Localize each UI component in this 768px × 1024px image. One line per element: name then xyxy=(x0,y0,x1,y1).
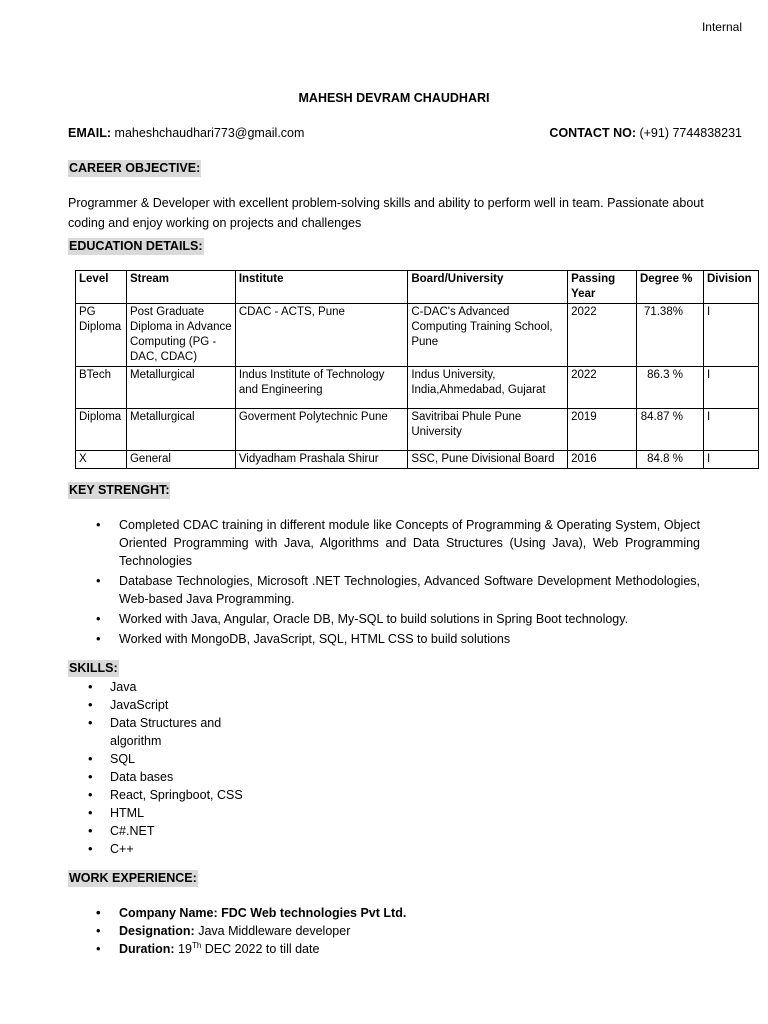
contact-value: (+91) 7744838231 xyxy=(639,126,742,140)
table-cell: 86.3 % xyxy=(636,367,703,409)
col-header: Level xyxy=(76,271,127,304)
list-item: • C++ xyxy=(88,840,288,858)
col-header: Board/University xyxy=(408,271,568,304)
education-heading: EDUCATION DETAILS: xyxy=(69,239,203,253)
table-cell: 84.87 % xyxy=(636,409,703,451)
list-item: • SQL xyxy=(88,750,288,768)
career-objective-text: Programmer & Developer with excellent problem-solving skills and ability to perform well in team. Passionate about coding and enjoy working on projects and challenges xyxy=(68,196,704,230)
table-cell: Indus University, India,Ahmedabad, Gujarat xyxy=(408,367,568,409)
table-cell: C-DAC's Advanced Computing Training School, Pune xyxy=(408,304,568,367)
table-cell: PG Diploma xyxy=(76,304,127,367)
education-table-header xyxy=(76,271,759,304)
list-item: • JavaScript xyxy=(88,696,288,714)
col-header: Division xyxy=(703,271,758,304)
table-cell: I xyxy=(703,409,758,451)
table-cell: 84.8 % xyxy=(636,451,703,469)
candidate-name: MAHESH DEVRAM CHAUDHARI xyxy=(298,91,490,105)
table-cell: Savitribai Phule Pune University xyxy=(408,409,568,451)
designation-label: Designation: xyxy=(119,924,195,938)
designation-item xyxy=(98,922,598,940)
table-cell: 2022 xyxy=(568,304,637,367)
table-cell: General xyxy=(126,451,235,469)
list-item: • HTML xyxy=(88,804,288,822)
email-label: EMAIL: xyxy=(68,126,112,140)
duration-suffix: Th xyxy=(191,940,202,950)
list-item: • Data bases xyxy=(88,768,288,786)
table-cell: Vidyadham Prashala Shirur xyxy=(235,451,408,469)
duration-day: 19 xyxy=(178,942,192,956)
table-row xyxy=(76,451,759,469)
list-item: • React, Springboot, CSS xyxy=(88,786,288,804)
duration-label: Duration: xyxy=(119,942,175,956)
table-cell: I xyxy=(703,304,758,367)
work-experience-heading: WORK EXPERIENCE: xyxy=(69,871,197,885)
table-row xyxy=(76,367,759,409)
education-table xyxy=(75,270,759,469)
work-experience-list xyxy=(98,904,598,958)
key-strengths-heading: KEY STRENGHT: xyxy=(69,483,170,497)
table-cell: Diploma xyxy=(76,409,127,451)
col-header: Institute xyxy=(235,271,408,304)
table-cell: I xyxy=(703,451,758,469)
list-item: • Database Technologies, Microsoft .NET Technologies, Advanced Software Development Methodologies, Web-based Java Programming. xyxy=(98,572,700,608)
list-item: • Data Structures and algorithm xyxy=(88,714,228,750)
table-cell: 2019 xyxy=(568,409,637,451)
contact-label: CONTACT NO: xyxy=(549,126,636,140)
skills-heading: SKILLS: xyxy=(69,661,118,675)
col-header: Passing Year xyxy=(568,271,637,304)
table-cell: X xyxy=(76,451,127,469)
company-item: • Company Name: FDC Web technologies Pvt Ltd. xyxy=(98,904,598,922)
table-cell: I xyxy=(703,367,758,409)
table-cell: Metallurgical xyxy=(126,409,235,451)
table-cell: Goverment Polytechnic Pune xyxy=(235,409,408,451)
contact-line xyxy=(549,126,742,140)
key-strengths-list xyxy=(98,516,700,650)
table-cell: SSC, Pune Divisional Board xyxy=(408,451,568,469)
table-cell: 71.38% xyxy=(636,304,703,367)
table-cell: Metallurgical xyxy=(126,367,235,409)
table-cell: Post Graduate Diploma in Advance Computing (PG - DAC, CDAC) xyxy=(126,304,235,367)
list-item: • Completed CDAC training in different module like Concepts of Programming & Operating System, Object Oriented Programming with Java, Algorithms and Data Structures (Using Java), Web Programming Technologies xyxy=(98,516,700,570)
col-header: Degree % xyxy=(636,271,703,304)
table-cell: BTech xyxy=(76,367,127,409)
list-item: • Java xyxy=(88,678,288,696)
list-item: • C#.NET xyxy=(88,822,288,840)
list-item: • Worked with Java, Angular, Oracle DB, My-SQL to build solutions in Spring Boot technology. xyxy=(98,610,700,628)
skills-list xyxy=(88,678,288,858)
col-header: Stream xyxy=(126,271,235,304)
career-objective-heading: CAREER OBJECTIVE: xyxy=(69,161,201,175)
table-cell: Indus Institute of Technology and Engineering xyxy=(235,367,408,409)
email-value: maheshchaudhari773@gmail.com xyxy=(114,126,305,140)
table-row xyxy=(76,304,759,367)
designation-value: Java Middleware developer xyxy=(198,924,351,938)
classification-label: Internal xyxy=(701,20,742,34)
table-row xyxy=(76,409,759,451)
duration-rest: DEC 2022 to till date xyxy=(204,942,320,956)
email-line xyxy=(68,126,304,140)
duration-item xyxy=(98,940,598,958)
table-cell: 2016 xyxy=(568,451,637,469)
table-cell: CDAC - ACTS, Pune xyxy=(235,304,408,367)
table-cell: 2022 xyxy=(568,367,637,409)
list-item: • Worked with MongoDB, JavaScript, SQL, HTML CSS to build solutions xyxy=(98,630,700,648)
